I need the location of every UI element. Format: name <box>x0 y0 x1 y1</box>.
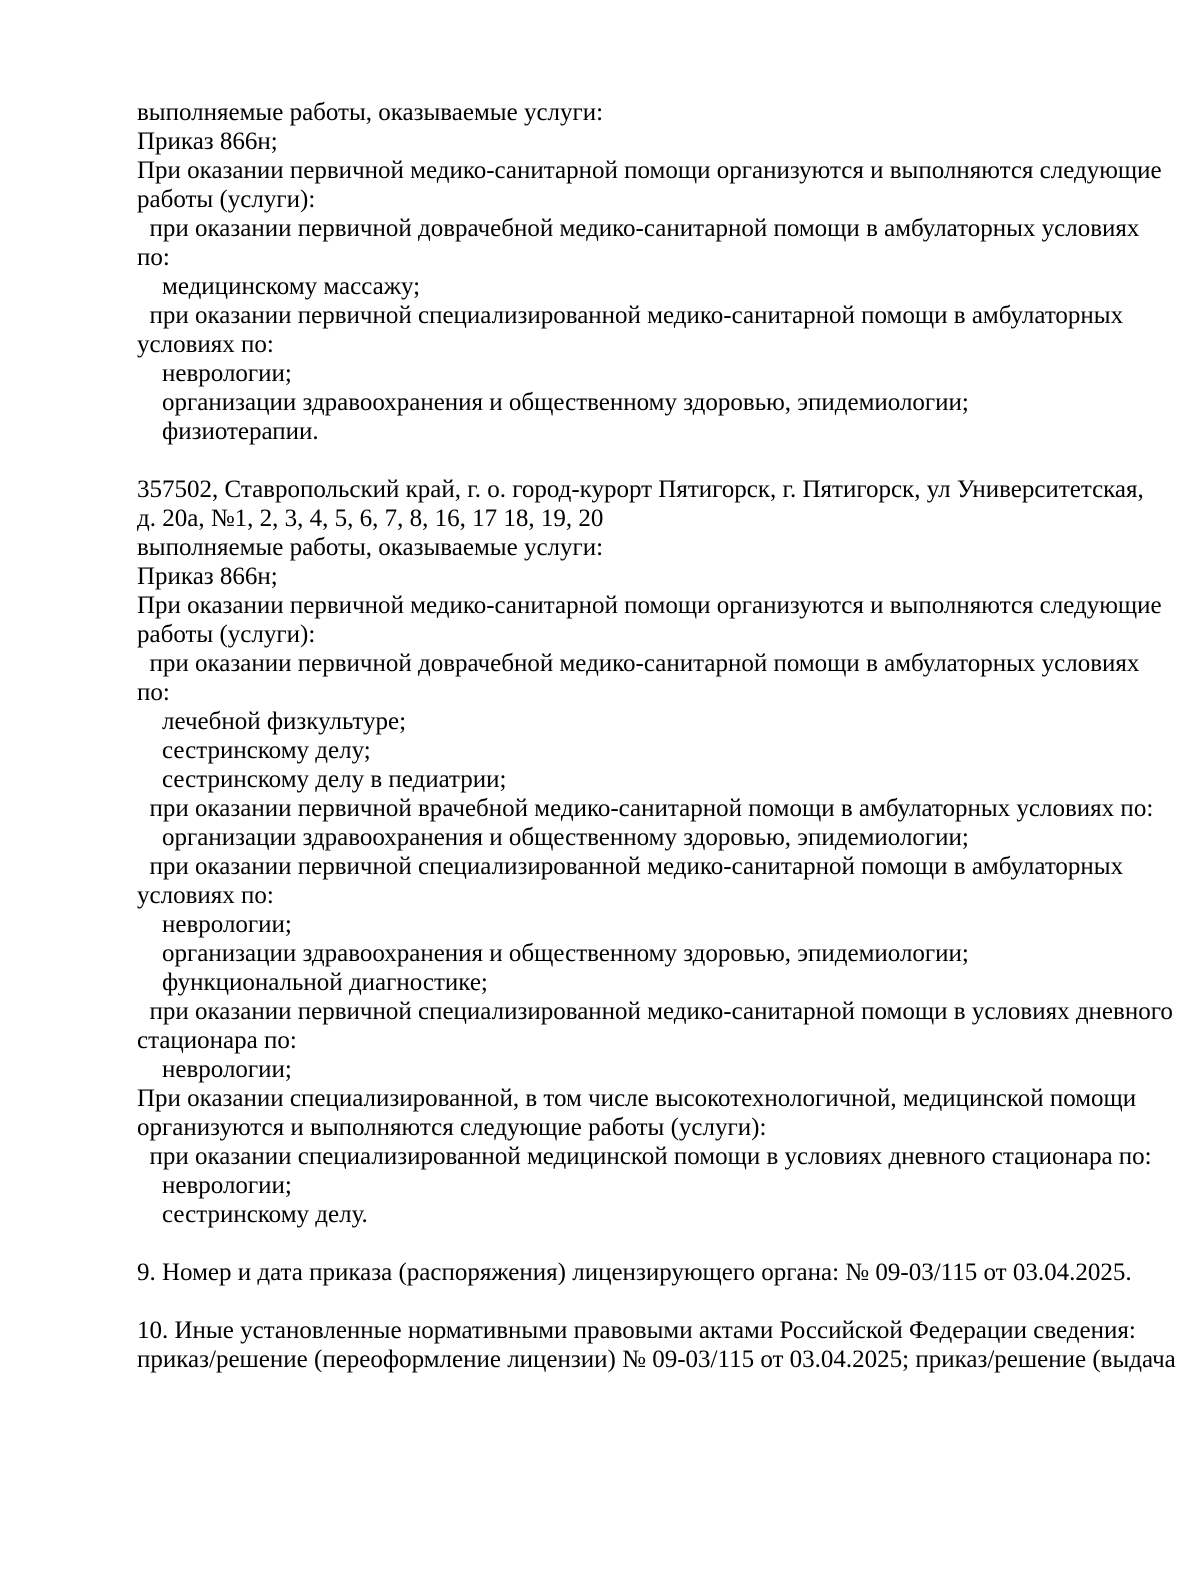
text-line: лечебной физкультуре; <box>137 708 407 735</box>
text-line: организации здравоохранения и общественному здоровью, эпидемиологии; <box>137 389 969 416</box>
text-line: 10. Иные установленные нормативными правовыми актами Российской Федерации сведения: <box>137 1317 1136 1344</box>
text-line: при оказании первичной врачебной медико-санитарной помощи в амбулаторных условиях по: <box>137 795 1154 822</box>
text-line: д. 20а, №1, 2, 3, 4, 5, 6, 7, 8, 16, 17 18, 19, 20 <box>137 505 604 532</box>
text-line: выполняемые работы, оказываемые услуги: <box>137 99 604 126</box>
text-line: неврологии; <box>137 1056 292 1083</box>
text-line: При оказании специализированной, в том числе высокотехнологичной, медицинской помощи <box>137 1085 1137 1112</box>
text-line: неврологии; <box>137 360 292 387</box>
text-line: 357502, Ставропольский край, г. о. город-курорт Пятигорск, г. Пятигорск, ул Университетская, <box>137 476 1144 503</box>
text-line: при оказании специализированной медицинской помощи в условиях дневного стационара по: <box>137 1143 1152 1170</box>
text-line <box>137 1229 1137 1258</box>
text-line: При оказании первичной медико-санитарной помощи организуются и выполняются следующие <box>137 592 1162 619</box>
text-line: сестринскому делу в педиатрии; <box>137 766 507 793</box>
text-line: неврологии; <box>137 911 292 938</box>
text-line: При оказании первичной медико-санитарной помощи организуются и выполняются следующие <box>137 157 1162 184</box>
text-line: функциональной диагностике; <box>137 969 488 996</box>
text-line: сестринскому делу; <box>137 737 371 764</box>
text-line: физиотерапии. <box>137 418 319 445</box>
text-line: сестринскому делу. <box>137 1201 368 1228</box>
text-line: при оказании первичной специализированной медико-санитарной помощи в амбулаторных <box>137 853 1124 880</box>
text-line: стационара по: <box>137 1027 297 1054</box>
text-line: при оказании первичной специализированной медико-санитарной помощи в амбулаторных <box>137 302 1124 329</box>
text-line <box>137 1287 1137 1316</box>
text-line: при оказании первичной специализированной медико-санитарной помощи в условиях дневного <box>137 998 1173 1025</box>
text-line: организации здравоохранения и общественному здоровью, эпидемиологии; <box>137 824 969 851</box>
text-line: выполняемые работы, оказываемые услуги: <box>137 534 604 561</box>
text-line: работы (услуги): <box>137 621 316 648</box>
text-line: условиях по: <box>137 331 274 358</box>
text-line: организации здравоохранения и общественному здоровью, эпидемиологии; <box>137 940 969 967</box>
document-body <box>137 98 1176 1374</box>
text-line: работы (услуги): <box>137 186 316 213</box>
text-line: при оказании первичной доврачебной медико-санитарной помощи в амбулаторных условиях <box>137 215 1140 242</box>
text-line: Приказ 866н; <box>137 563 278 590</box>
text-line: медицинскому массажу; <box>137 273 421 300</box>
text-line: организуются и выполняются следующие работы (услуги): <box>137 1114 767 1141</box>
text-line: по: <box>137 244 170 271</box>
text-line: 9. Номер и дата приказа (распоряжения) лицензирующего органа: № 09-03/115 от 03.04.2025. <box>137 1259 1132 1286</box>
text-line: неврологии; <box>137 1172 292 1199</box>
text-line: условиях по: <box>137 882 274 909</box>
text-line: Приказ 866н; <box>137 128 278 155</box>
text-line: приказ/решение (переоформление лицензии) № 09-03/115 от 03.04.2025; приказ/решение (выдача <box>137 1346 1176 1373</box>
text-line: при оказании первичной доврачебной медико-санитарной помощи в амбулаторных условиях <box>137 650 1140 677</box>
text-line: по: <box>137 679 170 706</box>
text-line <box>137 446 1137 475</box>
